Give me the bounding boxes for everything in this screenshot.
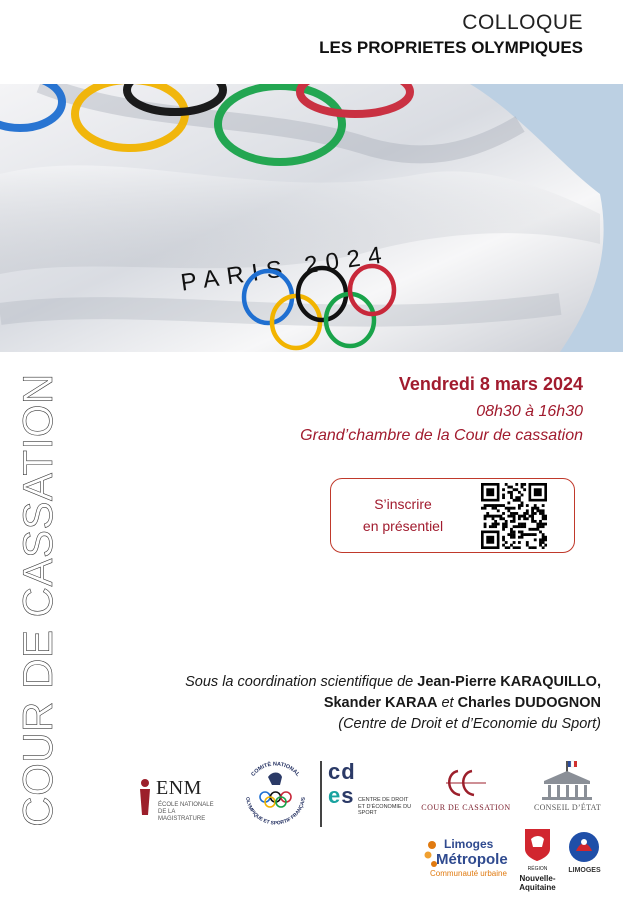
event-date: Vendredi 8 mars 2024 [398,374,583,394]
vertical-institution-label [8,365,68,835]
coordination-and: et [441,695,454,711]
limoges-metropole-logo [422,833,514,883]
region-top: RÉGION [527,866,548,872]
header [319,10,583,60]
cour-de-cassation-label: COUR DE CASSATION [421,803,511,812]
coordinator-karaa: Skander KARAA [323,695,438,711]
small-olympic-rings-icon [260,792,291,807]
olympic-flag-illustration [0,84,623,352]
enm-subtitle: ÉCOLE NATIONALE DE LA MAGISTRATURE [158,802,214,822]
conseil-etat-logo [530,759,605,819]
universite-limoges-label: LIMOGES [568,867,601,874]
cdes-line2 [328,783,355,809]
cnosf-bottom-text: OLYMPIQUE ET SPORTIF FRANÇAIS [244,796,307,827]
cour-de-cassation-logo [416,763,516,818]
enm-figure-icon [138,777,152,817]
cc-monogram-icon [416,763,516,803]
coordinator-karaquillo: Jean-Pierre KARAQUILLO, [417,674,601,690]
universite-limoges-logo [562,829,607,885]
coordination-text [171,672,601,735]
paris-2024-text: PARIS 2024 [179,240,392,297]
coordination-intro: Sous la coordination scientifique de [185,674,414,690]
limoges-line3: Communauté urbaine [430,869,507,878]
region-shield-icon [515,827,560,863]
partner-logos [130,755,610,895]
region-label [515,865,560,892]
limoges-line1: Limoges [444,837,494,851]
cnosf-logo [238,755,313,830]
cdes-logo [320,759,410,831]
enm-name: ENM [156,777,202,799]
registration-line2: en présentiel [362,518,444,534]
region-name: Nouvelle-Aquitaine [519,874,556,892]
event-info [300,372,583,448]
hero-image [0,84,623,352]
enm-logo [138,773,228,821]
registration-label[interactable] [343,493,463,537]
coordinator-dudognon: Charles DUDOGNON [457,695,601,711]
event-time: 08h30 à 16h30 [476,403,583,420]
coordination-affiliation: (Centre de Droit et d’Economie du Sport) [338,716,601,732]
qr-code-icon[interactable] [481,483,547,549]
registration-box[interactable] [330,478,575,553]
cdes-subtitle: CENTRE DE DROIT ET D’ÉCONOMIE DU SPORT [358,797,412,816]
rooster-icon [268,773,282,786]
event-place: Grand’chambre de la Cour de cassation [300,427,583,444]
cdes-e: e [328,783,342,808]
cour-de-cassation-vertical: COUR DE CASSATION [14,373,61,827]
event-kicker: COLLOQUE [462,11,583,34]
cnosf-top-text: COMITÉ NATIONAL [250,761,301,778]
conseil-etat-label: CONSEIL D’ÉTAT [533,803,602,812]
conseil-etat-building-icon [530,759,605,803]
universite-limoges-icon [562,829,607,865]
registration-line1: S’inscrire [374,496,432,512]
nouvelle-aquitaine-logo [515,827,560,892]
limoges-line2: Métropole [436,851,508,868]
cdes-line1: cd [328,759,356,784]
event-title: LES PROPRIETES OLYMPIQUES [319,38,583,57]
cdes-s: s [341,783,355,808]
